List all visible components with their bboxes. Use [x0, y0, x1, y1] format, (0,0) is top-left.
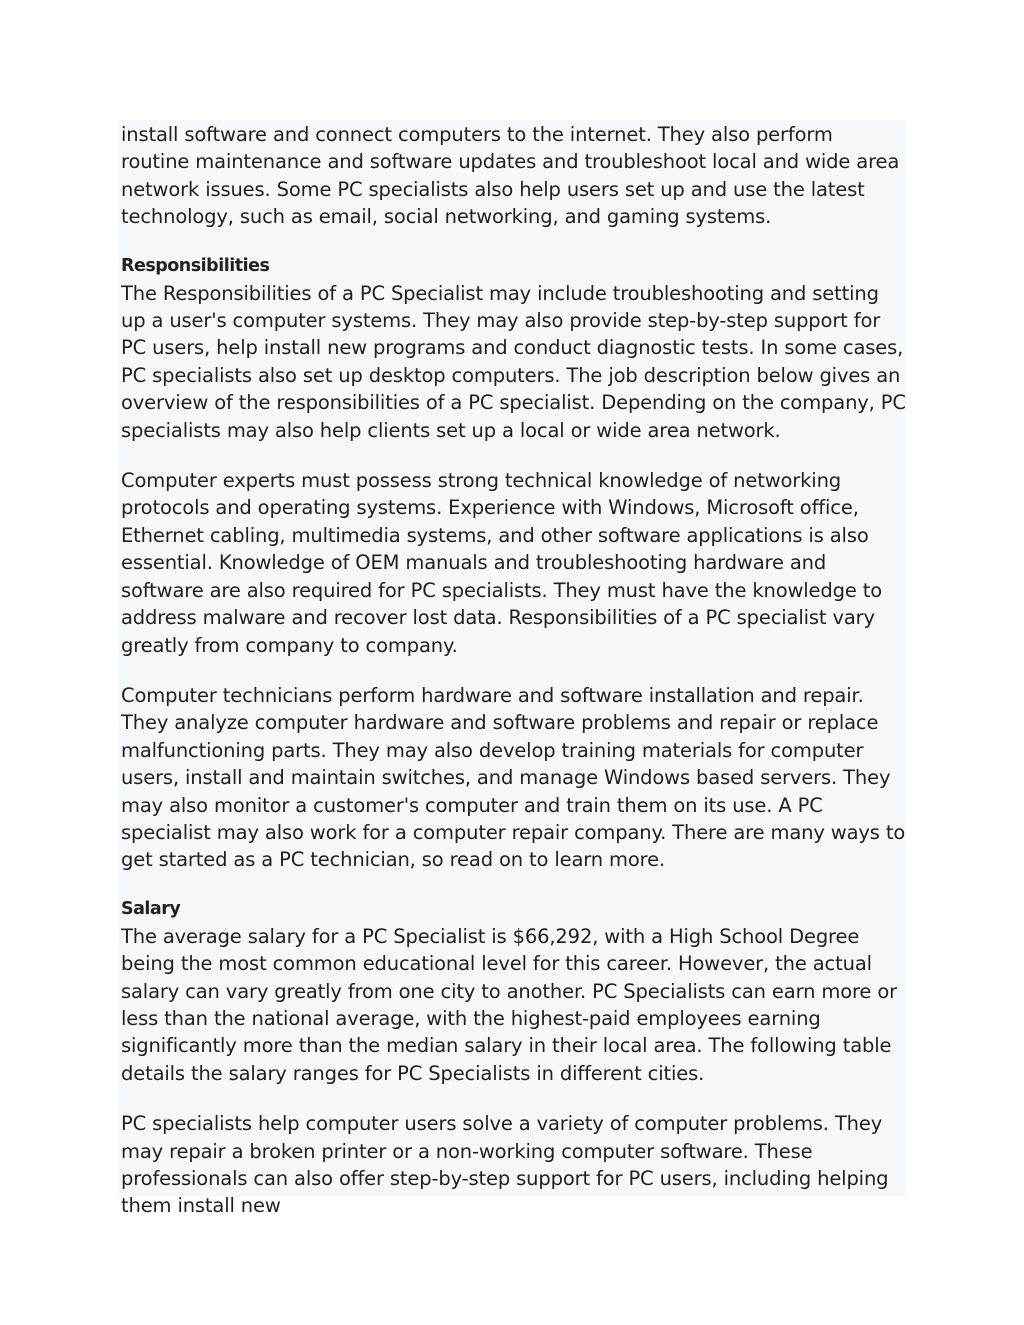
paragraph: Computer experts must possess strong technical knowledge of networking protocols and operating systems. Experience with Windows, Microsoft office, Ethernet cabling, multimedia systems, and other software applications is also essential. Knowledge of OEM manuals and troubleshooting hardware and software are also required for PC specialists. They must have the knowledge to address malware and recover lost data. Responsibilities of a PC specialist vary greatly from company to company. — [121, 469, 883, 657]
paragraph: Computer technicians perform hardware and software installation and repair. They analyze computer hardware and software problems and repair or replace malfunctioning parts. They may also develop training materials for computer users, install and maintain switches, and manage Windows based servers. They may also monitor a customer's computer and train them on its use. A PC specialist may also work for a computer repair company. There are many ways to get started as a PC technician, so read on to learn more. — [121, 683, 906, 872]
intro-paragraph: install software and connect computers to the internet. They also perform routine maintenance and software updates and troubleshoot local and wide area network issues. Some PC specialists also help users set up and use the latest technology, such as email, social networking, and gaming systems. — [121, 123, 900, 229]
section-heading-responsibilities: Responsibilities — [121, 255, 270, 276]
paragraph: PC specialists help computer users solve a variety of computer problems. They may repair a broken printer or a non-working computer software. These professionals can also offer step-by-step support for PC users, including helping them install new — [121, 1112, 889, 1218]
paragraph: The Responsibilities of a PC Specialist may include troubleshooting and setting up a user's computer systems. They may also provide step-by-step support for PC users, help install new programs and conduct diagnostic tests. In some cases, PC specialists also set up desktop computers. The job description below gives an overview of the responsibilities of a PC specialist. Depending on the company, PC specialists may also help clients set up a local or wide area network. — [121, 281, 906, 442]
section-salary — [121, 896, 906, 1220]
paragraph: The average salary for a PC Specialist is $66,292, with a High School Degree being the most common educational level for this career. However, the actual salary can vary greatly from one city to another. PC Specialists can earn more or less than the national average, with the highest-paid employees earning significantly more than the median salary in their local area. The following table details the salary ranges for PC Specialists in different cities. — [121, 924, 897, 1085]
section-heading-salary: Salary — [121, 898, 181, 919]
document-page — [118, 120, 906, 1218]
section-responsibilities — [121, 253, 906, 874]
